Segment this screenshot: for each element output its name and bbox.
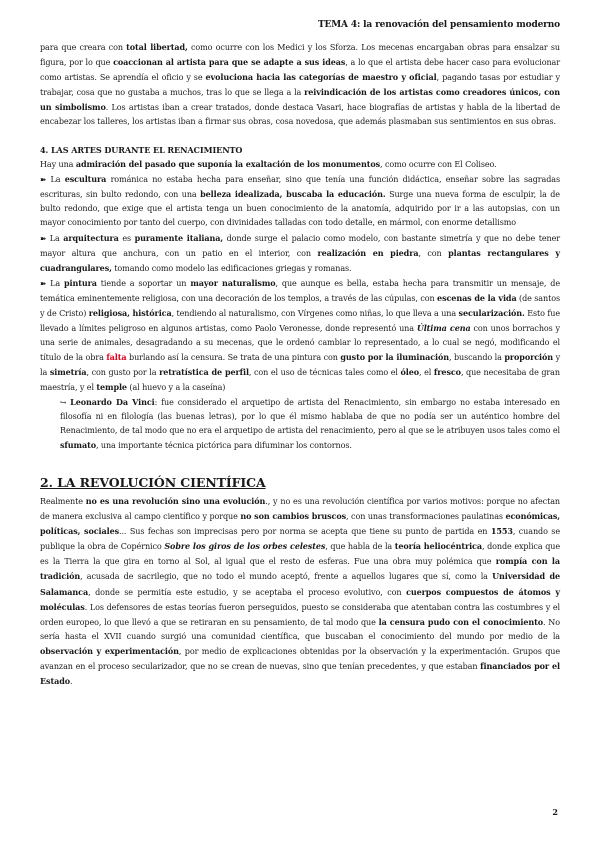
arrow-bullet-icon: ➽ [40, 175, 47, 185]
admiracion-paragraph: Hay una admiración del pasado que suponía la exaltación de los monumentos, como ocurre con El Coliseo. [40, 159, 497, 170]
escultura-bullet: ➽ La escultura románica no estaba hecha para enseñar, sino que tenía una función didáctica, enseñar sobre las sagradas escrituras, sin bulto redondo, con una belleza idealizada, buscaba la educación. Surge una nueva forma de esculpir, la de bulto redondo, que exige que el artista tenga un buen conocimiento de la anatomía, adquirido por ir a las autopsias, con un mayor conocimiento por tanto del cuerpo, con divinidades talladas con todo detalle, en mármol, con enorme detallismo [40, 174, 560, 228]
pintura-bullet: ➽ La pintura tiende a soportar un mayor naturalismo, que aunque es bella, estaba hecha para transmitir un mensaje, de temática eminentemente religiosa, con una decoración de los templos, a través de las cúpulas, con escenas de la vida (de santos y de Cristo) religiosa, histórica, tendiendo al naturalismo, con Vírgenes como niñas, lo que lleva a una secularización. Esto fue llevado a límites peligroso en algunos artistas, como Paolo Veronesse, donde representó una Última cena con unos borrachos y una serie de animales, desagradando a su mecenas, que le ordenó cambiar lo representado, a lo cual se negó, modificando el título de la obra falta burlando así la censura. Se trata de una pintura con gusto por la iluminación, buscando la proporción y la simetría, con gusto por la retratística de perfil, con el uso de técnicas tales como el óleo, el fresco, que necesitaba de gran maestría, y el temple (al huevo y a la caseína) [40, 277, 561, 392]
page-header: TEMA 4: la renovación del pensamiento moderno [317, 20, 560, 30]
arrow-bullet-icon: ➽ [40, 278, 47, 288]
page-number: 2 [552, 807, 558, 817]
davinci-subbullet: ↪ Leonardo Da Vinci: fue considerado el arquetipo de artista del Renacimiento, sin embargo no estaba interesado en filosofía ni en filología (las buenas letras), por lo que él mismo hablaba de que no podía ser un auténtico hombre del Renacimiento, de tal modo que no era el arquetipo de artista del renacimiento, pero al que se le atribuyen usos tales como el sfumato, una importante técnica pictórica para difuminar los contornos. [60, 397, 560, 451]
arrow-bullet-icon: ➽ [40, 233, 47, 243]
highlighted-word: falta [106, 351, 127, 362]
return-arrow-icon: ↪ [60, 398, 67, 408]
arquitectura-bullet: ➽ La arquitectura es puramente italiana, donde surge el palacio como modelo, con bastante simetría y que no debe tener mayor altura que anchura, con un patio en el interior, con realización en piedra, con plantas rectangulares y cuadrangulares, tomando como modelo las edificaciones griegas y romanas. [40, 232, 561, 273]
document-body [40, 40, 560, 689]
intro-paragraph: para que creara con total libertad, como ocurre con los Medici y los Sforza. Los mecenas encargaban obras para ensalzar su figura, por lo que coaccionan al artista para que se adapte a sus ideas, a lo que el artista debe hacer caso para evolucionar como artistas. Se aprendía el oficio y se evoluciona hacia las categorías de maestro y oficial, pagando tasas por estudiar y trabajar, cosa que no gustaba a muchos, tras lo que se llega a la reivindicación de los artistas como creadores únicos, con un simbolismo. Los artistas iban a crear tratados, donde destaca Vasari, hace biografías de artistas y habla de la libertad de encabezar los talleres, los artistas iban a firmar sus obras, cosa novedosa, que además plasmaban sus sentimientos en sus obras. [40, 42, 561, 127]
section-heading-revolucion: 2. LA REVOLUCIÓN CIENTÍFICA [40, 475, 266, 491]
section-heading-artes: 4. LAS ARTES DURANTE EL RENACIMIENTO [40, 145, 243, 156]
revolucion-paragraph: Realmente no es una revolución sino una evolución., y no es una revolución científica por varios motivos: porque no afectan de manera exclusiva al campo científico y porque no son cambios bruscos, con unas transformaciones paulatinas económicas, políticas, sociales... Sus fechas son imprecisas pero por norma se acepta que tiene su punto de partida en 1553, cuando se publique la obra de Copérnico Sobre los giros de los orbes celestes, que habla de la teoría heliocéntrica, donde explica que es la Tierra la que gira en torno al Sol, al igual que el resto de esferas. Fue una obra muy polémica que rompía con la tradición, acusada de sacrilegio, que no todo el mundo aceptó, frente a aquellos lugares que sí, como la Universidad de Salamanca, donde se permitía este estudio, y se aceptaba el proceso evolutivo, con cuerpos compuestos de átomos y moléculas. Los defensores de estas teorías fueron perseguidos, puesto se consideraba que atentaban contra las costumbres y el orden europeo, lo que llevó a que se retiraran en su pensamiento, de tal modo que la censura pudo con el conocimiento. No sería hasta el XVII cuando surgió una comunidad científica, que buscaban el conocimiento del mundo por medio de la observación y experimentación, por medio de explicaciones obtenidas por la observación y la experimentación. Grupos que avanzan en el proceso secularizador, que no se crean de nuevas, sino que tenían precedentes, y que estaban financiados por el Estado. [40, 496, 561, 686]
